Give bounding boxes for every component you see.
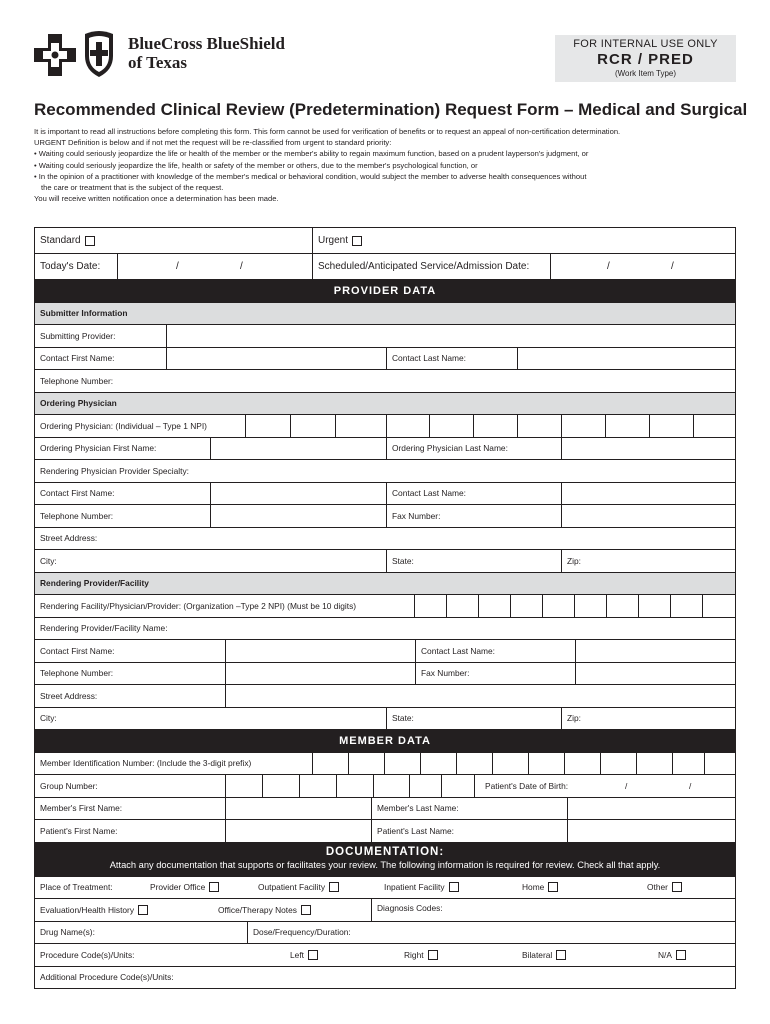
rendering-name-row xyxy=(35,618,735,641)
patient-first-label: Patient's First Name: xyxy=(40,825,118,836)
member-id-box[interactable] xyxy=(492,753,528,775)
fax-label: Fax Number: xyxy=(415,663,575,685)
bilateral-checkbox[interactable] xyxy=(556,950,566,960)
scheduled-date-label: Scheduled/Anticipated Service/Admission Date: xyxy=(312,254,550,279)
office-notes-checkbox[interactable] xyxy=(301,905,311,915)
rendering-npi-row xyxy=(35,595,735,618)
group-digit-box[interactable] xyxy=(409,775,441,797)
office-notes-option[interactable] xyxy=(213,899,371,921)
group-digit-box[interactable] xyxy=(373,775,409,797)
urgent-bullet-3: • In the opinion of a practitioner with knowledge of the member's medical or behavioral condition, would subject the member to adverse health consequences without xyxy=(34,171,587,181)
provider-data-bar: PROVIDER DATA xyxy=(35,280,735,303)
procedure-label: Procedure Code(s)/Units: xyxy=(40,949,135,960)
internal-use-label: FOR INTERNAL USE ONLY xyxy=(573,38,718,50)
group-digit-box[interactable] xyxy=(225,775,262,797)
place-label: Place of Treatment: xyxy=(40,882,113,893)
todays-date-label: Today's Date: xyxy=(40,261,101,272)
zip-label: Zip: xyxy=(561,708,735,730)
outpatient-checkbox[interactable] xyxy=(329,882,339,892)
member-id-box[interactable] xyxy=(528,753,564,775)
member-id-box[interactable] xyxy=(348,753,384,775)
group-label: Group Number: xyxy=(40,780,98,791)
standard-label: Standard xyxy=(40,235,81,246)
urgent-bullet-2: • Waiting could seriously jeopardize the life, health or safety of the member or others, due to the member's psychological function, or xyxy=(34,160,478,170)
member-id-box[interactable] xyxy=(312,753,348,775)
member-name-row xyxy=(35,798,735,821)
evaluation-row xyxy=(35,899,735,922)
telephone-label: Telephone Number: xyxy=(40,375,114,386)
na-option[interactable] xyxy=(653,944,713,966)
rendering-contact-row xyxy=(35,640,735,663)
home-checkbox[interactable] xyxy=(548,882,558,892)
right-label: Right xyxy=(404,949,424,960)
instructions-p1: It is important to read all instructions before completing this form. This form cannot be used for verification of benefits or to request an appeal of non-certification determination. xyxy=(34,127,621,136)
evaluation-label: Evaluation/Health History xyxy=(40,904,135,915)
npi-digit-box[interactable] xyxy=(574,595,606,617)
date-slash: / xyxy=(607,261,610,272)
npi-digit-box[interactable] xyxy=(605,415,649,437)
contact-first-field[interactable] xyxy=(166,348,386,370)
instructions xyxy=(34,126,734,204)
member-id-box[interactable] xyxy=(384,753,420,775)
npi-digit-box[interactable] xyxy=(386,415,429,437)
todays-date-field[interactable] xyxy=(117,254,312,279)
standard-checkbox[interactable] xyxy=(85,236,95,246)
date-slash: / xyxy=(625,780,628,791)
contact-last-label: Contact Last Name: xyxy=(386,483,561,505)
standard-option[interactable] xyxy=(35,228,312,253)
bilateral-option[interactable] xyxy=(517,944,597,966)
npi-digit-box[interactable] xyxy=(510,595,542,617)
ordering-npi-label: Ordering Physician: (Individual – Type 1 NPI) xyxy=(40,420,207,431)
contact-first-label: Contact First Name: xyxy=(40,353,115,364)
inpatient-checkbox[interactable] xyxy=(449,882,459,892)
telephone-label: Telephone Number: xyxy=(40,510,114,521)
ordering-phone-row xyxy=(35,505,735,528)
ordering-last-label: Ordering Physician Last Name: xyxy=(386,438,561,460)
contact-last-field[interactable] xyxy=(575,640,735,662)
date-slash: / xyxy=(689,780,692,791)
ordering-street-row xyxy=(35,528,735,551)
instructions-p3: You will receive written notification once a determination has been made. xyxy=(34,194,279,204)
urgent-label: Urgent xyxy=(318,235,349,246)
other-option[interactable] xyxy=(642,877,702,899)
member-data-bar: MEMBER DATA xyxy=(35,730,735,753)
rendering-specialty-row xyxy=(35,460,735,483)
internal-use-box xyxy=(555,35,736,82)
evaluation-option[interactable] xyxy=(35,899,215,921)
submitting-provider-field[interactable] xyxy=(166,325,735,347)
member-id-label: Member Identification Number: (Include the 3-digit prefix) xyxy=(40,758,252,769)
na-label: N/A xyxy=(658,949,672,960)
member-last-label: Member's Last Name: xyxy=(371,798,567,820)
submitting-provider-row xyxy=(35,325,735,348)
urgent-bullet-3-cont: the care or treatment that is the subject of the request. xyxy=(41,183,224,193)
city-label: City: xyxy=(40,555,57,566)
submitting-provider-label: Submitting Provider: xyxy=(40,330,116,341)
additional-procedure-row xyxy=(35,967,735,990)
submitter-heading-text: Submitter Information xyxy=(40,308,128,319)
dose-label: Dose/Frequency/Duration: xyxy=(247,922,735,944)
npi-digit-box[interactable] xyxy=(473,415,517,437)
group-row xyxy=(35,775,735,798)
provider-office-option[interactable] xyxy=(145,877,245,899)
group-digit-box[interactable] xyxy=(299,775,336,797)
rendering-npi-label: Rendering Facility/Physician/Provider: (Organization –Type 2 NPI) (Must be 10 digits) xyxy=(40,600,357,611)
diagnosis-label: Diagnosis Codes: xyxy=(371,899,735,921)
ordering-first-field[interactable] xyxy=(210,438,386,460)
dates-row xyxy=(35,254,735,280)
patient-last-label: Patient's Last Name: xyxy=(371,820,567,842)
home-option[interactable] xyxy=(517,877,577,899)
contact-last-field[interactable] xyxy=(517,348,735,370)
provider-office-checkbox[interactable] xyxy=(209,882,219,892)
member-id-box[interactable] xyxy=(456,753,492,775)
npi-digit-box[interactable] xyxy=(606,595,638,617)
member-id-box[interactable] xyxy=(636,753,672,775)
date-slash: / xyxy=(671,261,674,272)
group-digit-box[interactable] xyxy=(441,775,474,797)
contact-first-field[interactable] xyxy=(210,483,386,505)
npi-digit-box[interactable] xyxy=(693,415,735,437)
documentation-bar xyxy=(35,843,735,877)
right-checkbox[interactable] xyxy=(428,950,438,960)
bilateral-label: Bilateral xyxy=(522,949,553,960)
na-checkbox[interactable] xyxy=(676,950,686,960)
urgent-bullet-1: • Waiting could seriously jeopardize the life or health of the member or the member's ability to regain maximum function, based on a prudent layperson's judgment, or xyxy=(34,149,589,159)
rendering-street-row xyxy=(35,685,735,708)
ordering-city-row xyxy=(35,550,735,573)
npi-digit-box[interactable] xyxy=(290,415,335,437)
drug-row xyxy=(35,922,735,945)
brand-name xyxy=(128,34,285,72)
blueshield-logo-icon xyxy=(82,30,116,78)
npi-digit-box[interactable] xyxy=(446,595,478,617)
member-id-box[interactable] xyxy=(564,753,600,775)
submitter-contact-row xyxy=(35,348,735,371)
street-label: Street Address: xyxy=(40,690,98,701)
home-label: Home xyxy=(522,882,545,893)
patient-name-row xyxy=(35,820,735,843)
date-slash: / xyxy=(240,261,243,272)
fax-field[interactable] xyxy=(575,663,735,685)
left-label: Left xyxy=(290,949,304,960)
procedure-row xyxy=(35,944,735,967)
member-id-box[interactable] xyxy=(600,753,636,775)
patient-first-field[interactable] xyxy=(225,820,371,842)
member-id-box[interactable] xyxy=(420,753,456,775)
office-notes-label: Office/Therapy Notes xyxy=(218,904,297,915)
ordering-name-row xyxy=(35,438,735,461)
other-checkbox[interactable] xyxy=(672,882,682,892)
rendering-phone-row xyxy=(35,663,735,686)
contact-last-label: Contact Last Name: xyxy=(415,640,575,662)
instructions-p2: URGENT Definition is below and if not met the request will be re-classified from urgent to standard priority: xyxy=(34,138,392,148)
street-label: Street Address: xyxy=(40,533,98,544)
member-last-field[interactable] xyxy=(567,798,735,820)
npi-digit-box[interactable] xyxy=(649,415,693,437)
patient-last-field[interactable] xyxy=(567,820,735,842)
npi-digit-box[interactable] xyxy=(245,415,290,437)
priority-row xyxy=(35,228,735,254)
rendering-heading xyxy=(35,573,735,596)
group-digit-box[interactable] xyxy=(262,775,299,797)
dob-label: Patient's Date of Birth: xyxy=(485,780,569,791)
urgent-option[interactable] xyxy=(312,228,735,253)
drug-label: Drug Name(s): xyxy=(40,927,95,938)
brand-line1: BlueCross BlueShield xyxy=(128,34,285,53)
npi-digit-box[interactable] xyxy=(414,595,446,617)
state-label: State: xyxy=(386,550,561,572)
member-first-label: Member's First Name: xyxy=(40,803,123,814)
fax-field[interactable] xyxy=(561,505,735,527)
dob-field[interactable] xyxy=(474,775,735,797)
npi-digit-box[interactable] xyxy=(638,595,670,617)
contact-last-label: Contact Last Name: xyxy=(386,348,517,370)
contact-first-label: Contact First Name: xyxy=(40,488,115,499)
ordering-contact-row xyxy=(35,483,735,506)
ordering-heading-text: Ordering Physician xyxy=(40,398,117,409)
street-field[interactable] xyxy=(225,685,735,707)
outpatient-label: Outpatient Facility xyxy=(258,882,326,893)
place-of-treatment-row xyxy=(35,877,735,900)
evaluation-checkbox[interactable] xyxy=(138,905,148,915)
city-label: City: xyxy=(40,713,57,724)
npi-digit-box[interactable] xyxy=(702,595,735,617)
right-option[interactable] xyxy=(399,944,459,966)
documentation-title: DOCUMENTATION: xyxy=(325,845,445,858)
npi-digit-box[interactable] xyxy=(429,415,473,437)
left-checkbox[interactable] xyxy=(308,950,318,960)
telephone-field[interactable] xyxy=(225,663,415,685)
bluecross-logo-icon xyxy=(34,34,76,76)
rendering-city-row xyxy=(35,708,735,731)
telephone-label: Telephone Number: xyxy=(40,668,114,679)
member-id-row xyxy=(35,753,735,776)
brand-line2: of Texas xyxy=(128,53,188,72)
form-header xyxy=(0,0,770,96)
page-title: Recommended Clinical Review (Predetermination) Request Form – Medical and Surgical xyxy=(34,100,748,119)
submitter-heading xyxy=(35,303,735,326)
npi-digit-box[interactable] xyxy=(478,595,510,617)
ordering-first-label: Ordering Physician First Name: xyxy=(40,443,157,454)
ordering-heading xyxy=(35,393,735,416)
npi-digit-box[interactable] xyxy=(517,415,561,437)
request-form xyxy=(34,227,736,989)
npi-digit-box[interactable] xyxy=(335,415,386,437)
npi-digit-box[interactable] xyxy=(542,595,574,617)
npi-digit-box[interactable] xyxy=(670,595,702,617)
work-item-code: RCR / PRED xyxy=(597,51,694,68)
inpatient-option[interactable] xyxy=(379,877,489,899)
contact-last-field[interactable] xyxy=(561,483,735,505)
ordering-npi-row xyxy=(35,415,735,438)
zip-label: Zip: xyxy=(561,550,735,572)
additional-procedure-label[interactable]: Additional Procedure Code(s)/Units: xyxy=(40,972,174,983)
rendering-specialty-label: Rendering Physician Provider Specialty: xyxy=(40,465,189,476)
urgent-checkbox[interactable] xyxy=(352,236,362,246)
ordering-last-field[interactable] xyxy=(561,438,735,460)
group-digit-box[interactable] xyxy=(336,775,373,797)
date-slash: / xyxy=(176,261,179,272)
member-id-box[interactable] xyxy=(704,753,735,775)
contact-first-field[interactable] xyxy=(225,640,415,662)
fax-label: Fax Number: xyxy=(386,505,561,527)
rendering-name-label: Rendering Provider/Facility Name: xyxy=(40,623,168,634)
left-option[interactable] xyxy=(285,944,345,966)
inpatient-label: Inpatient Facility xyxy=(384,882,445,893)
state-label: State: xyxy=(386,708,561,730)
rendering-heading-text: Rendering Provider/Facility xyxy=(40,578,149,589)
work-item-type-label: (Work Item Type) xyxy=(614,69,677,78)
npi-digit-box[interactable] xyxy=(561,415,605,437)
member-first-field[interactable] xyxy=(225,798,371,820)
provider-office-label: Provider Office xyxy=(150,882,206,893)
member-id-box[interactable] xyxy=(672,753,704,775)
outpatient-option[interactable] xyxy=(253,877,371,899)
other-label: Other xyxy=(647,882,668,893)
submitter-phone-row xyxy=(35,370,735,393)
documentation-instructions: Attach any documentation that supports or facilitates your review. The following information is required for review. Check all that apply. xyxy=(109,859,661,870)
contact-first-label: Contact First Name: xyxy=(40,645,115,656)
scheduled-date-field[interactable] xyxy=(550,254,735,279)
telephone-field[interactable] xyxy=(210,505,386,527)
